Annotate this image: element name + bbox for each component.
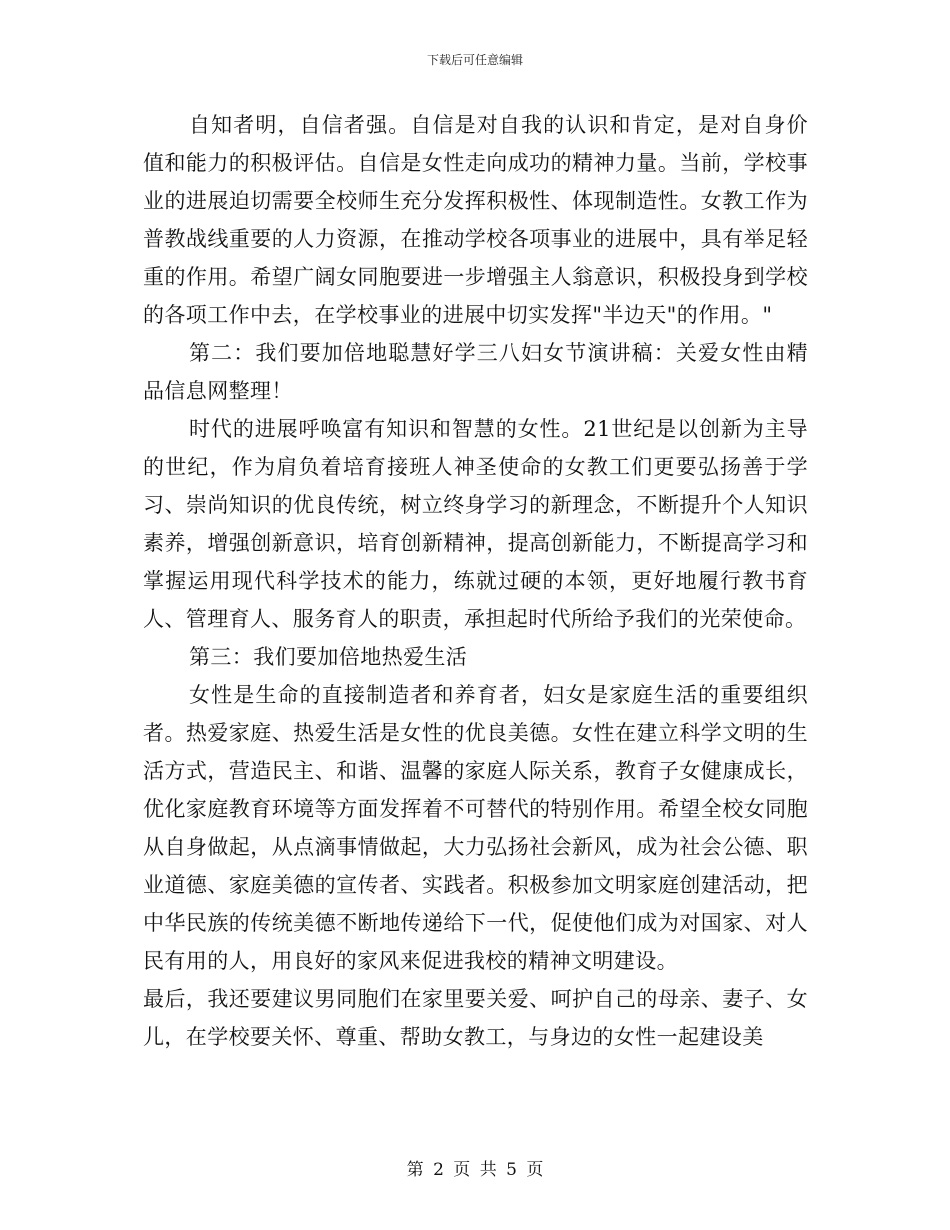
paragraph-learning: 时代的进展呼唤富有知识和智慧的女性。21世纪是以创新为主导的世纪，作为肩负着培育接班人神圣使命的女教工们更要弘扬善于学习、崇尚知识的优良传统，树立终身学习的新理念，不断提升个人知识素养，增强创新意识，培育创新精神，提高创新能力，不断提高学习和掌握运用现代科学技术的能力，练就过硬的本领，更好地履行教书育人、管理育人、服务育人的职责，承担起时代所给予我们的光荣使命。 [143,417,808,631]
document-body [143,106,808,1056]
paragraph-confidence: 自知者明，自信者强。自信是对自我的认识和肯定，是对自身价值和能力的积极评估。自信是女性走向成功的精神力量。当前，学校事业的进展迫切需要全校师生充分发挥积极性、体现制造性。女教工作为普教战线重要的人力资源，在推动学校各项事业的进展中，具有举足轻重的作用。希望广阔女同胞要进一步增强主人翁意识，积极投身到学校的各项工作中去，在学校事业的进展中切实发挥"半边天"的作用。" [143,113,808,327]
paragraph-life: 女性是生命的直接制造者和养育者，妇女是家庭生活的重要组织者。热爱家庭、热爱生活是女性的优良美德。女性在建立科学文明的生活方式，营造民主、和谐、温馨的家庭人际关系，教育子女健康成长，优化家庭教育环境等方面发挥着不可替代的特别作用。希望全校女同胞从自身做起，从点滴事情做起，大力弘扬社会新风，成为社会公德、职业道德、家庭美德的宣传者、实践者。积极参加文明家庭创建活动，把中华民族的传统美德不断地传递给下一代，促使他们成为对国家、对人民有用的人，用良好的家风来促进我校的精神文明建设。 [143,683,808,973]
page-header: 下载后可任意编辑 [426,53,523,67]
section-heading-second: 第二：我们要加倍地聪慧好学三八妇女节演讲稿：关爱女性由精品信息网整理！ [143,341,808,403]
section-heading-third: 第三：我们要加倍地热爱生活 [189,645,468,669]
page-number-footer: 第 2 页 共 5 页 [406,1160,544,1180]
paragraph-closing: 最后，我还要建议男同胞们在家里要关爱、呵护自己的母亲、妻子、女儿，在学校要关怀、尊重、帮助女教工，与身边的女性一起建设美 [143,987,808,1049]
